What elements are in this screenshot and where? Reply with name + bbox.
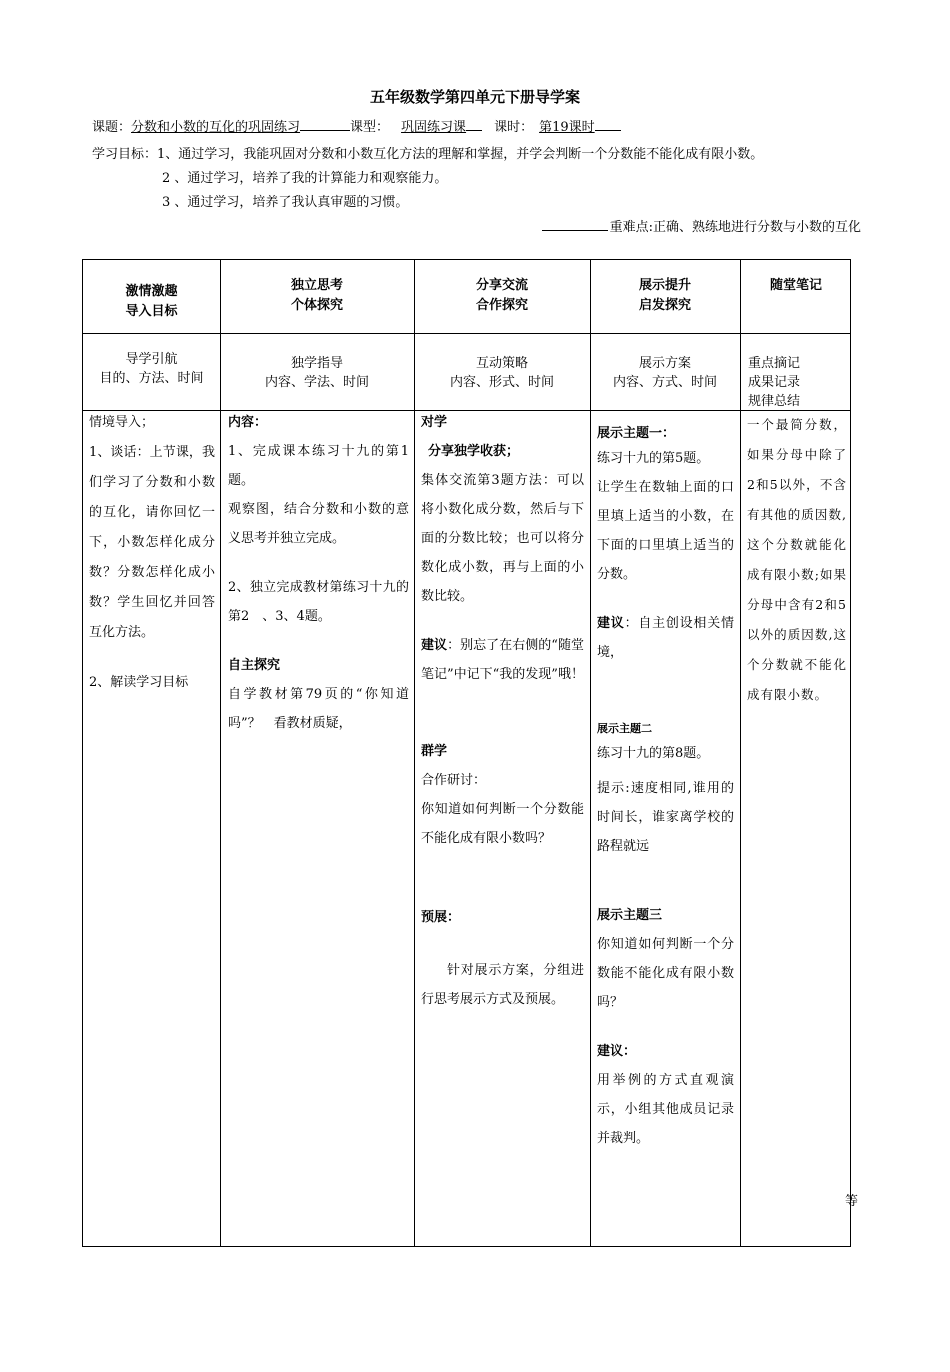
header-line: 合作探究 (475, 298, 528, 313)
topic-blank (300, 117, 350, 131)
pair-study-heading: 对学 (421, 415, 448, 430)
intro-goal-reading: 2、解读学习目标 (89, 675, 189, 690)
col-divider (740, 260, 741, 1246)
header-col-4 (590, 276, 740, 316)
theme-3-heading: 展示主题三 (597, 908, 663, 923)
subheader-line: 目的、方法、时间 (99, 371, 204, 386)
theme-3-text: 用举例的方式直观演示，小组其他成员记录并裁判。 (597, 1073, 734, 1146)
key-point-text: 重难点:正确、熟练地进行分数与小数的互化 (609, 220, 861, 235)
subheader-line: 规律总结 (748, 394, 801, 409)
header-col-5 (740, 276, 852, 296)
theme-2-exercise: 练习十九的第8题。 (597, 746, 710, 761)
suggestion-label: 建议 (421, 638, 448, 653)
goal-item-1: 1、通过学习，我能巩固对分数和小数互化方法的理解和掌握，并学会判断一个分数能不能化成有限小数。 (157, 147, 764, 162)
theme-2-heading: 展示主题二 (597, 722, 652, 735)
key-point-blank (542, 217, 608, 231)
suggestion-text: ：自主创设相关情境， (597, 616, 734, 660)
subheader-line: 重点摘记 (748, 356, 801, 371)
subheader-line: 展示方案 (638, 356, 691, 371)
header-line: 启发探究 (638, 298, 691, 313)
column-notes (747, 410, 847, 710)
preview-text: 针对展示方案，分组进行思考展示方式及预展。 (421, 963, 584, 1007)
subheader-line: 内容、形式、时间 (449, 375, 554, 390)
goal-line-1 (92, 143, 763, 162)
type-value: 巩固练习课 (401, 120, 467, 135)
self-explore-heading: 自主探究 (228, 658, 281, 673)
subheader-col-1 (83, 350, 220, 388)
intro-heading: 情境导入； (89, 415, 155, 430)
overflow-char: 等 (845, 1194, 859, 1209)
share-text: 集体交流第3题方法：可以将小数化成分数，然后与下面的分数比较；也可以将分数化成小数，再与上面的小数比较。 (421, 473, 584, 604)
notes-rule: 一个最简分数，如果分母中除了2和5以外，不含有其他的质因数,这个分数就能化成有限小数;如果分母中含有2和5以外的质因数,这个分数就不能化成有限小数。 (747, 417, 847, 702)
suggestion-3-label: 建议： (597, 1044, 637, 1059)
lesson-meta (92, 116, 621, 135)
subheader-line: 内容、方式、时间 (612, 375, 717, 390)
lesson-table (82, 259, 851, 1247)
header-line: 展示提升 (638, 278, 691, 293)
subheader-col-2 (220, 354, 414, 392)
col-divider (590, 260, 591, 1246)
theme-1-heading: 展示主题一： (597, 426, 676, 441)
goal-item-2: 2 、通过学习，培养了我的计算能力和观察能力。 (162, 171, 448, 186)
topic-label: 课题： (92, 120, 132, 135)
content-heading: 内容： (228, 415, 268, 430)
share-heading: 分享独学收获； (428, 444, 520, 459)
subheader-line: 独学指导 (290, 356, 343, 371)
theme-2-hint: 提示:速度相同,谁用的时间长，谁家离学校的路程就远 (597, 781, 734, 854)
header-col-1 (83, 282, 220, 322)
column-intro (89, 408, 215, 698)
subheader-line: 内容、学法、时间 (264, 375, 369, 390)
theme-1-exercise: 练习十九的第5题。 (597, 451, 710, 466)
header-col-2 (220, 276, 414, 316)
theme-1-text: 让学生在数轴上面的口里填上适当的小数，在下面的口里填上适当的分数。 (597, 480, 734, 582)
period-blank (595, 117, 621, 131)
header-col-3 (414, 276, 590, 316)
group-study-heading: 群学 (421, 744, 448, 759)
header-line: 激情激趣 (125, 284, 178, 299)
header-line: 导入目标 (125, 304, 178, 319)
group-study-question: 你知道如何判断一个分数能不能化成有限小数吗？ (421, 802, 584, 846)
period-value: 第19课时 (539, 120, 595, 135)
suggestion-1 (421, 631, 584, 689)
subheader-line: 导学引航 (125, 352, 178, 367)
period-label: 课时： (494, 120, 534, 135)
page-title: 五年级数学第四单元下册导学案 (369, 88, 580, 106)
type-blank (466, 117, 482, 131)
suggestion-label: 建议 (597, 616, 625, 631)
type-label: 课型： (350, 120, 390, 135)
key-point (542, 216, 861, 235)
goals-label: 学习目标： (92, 147, 158, 162)
task-2: 2、独立完成教材第练习十九的第2 、3、4题。 (228, 580, 409, 624)
task-1: 1、完成课本练习十九的第1题。 (228, 444, 409, 488)
theme-3-question: 你知道如何判断一个分数能不能化成有限小数吗？ (597, 937, 734, 1010)
header-line: 分享交流 (475, 278, 528, 293)
subheader-col-3 (414, 354, 590, 392)
subheader-col-5 (748, 354, 848, 411)
preview-heading: 预展： (421, 910, 461, 925)
goal-item-3: 3 、通过学习，培养了我认真审题的习惯。 (162, 195, 409, 210)
row-divider (83, 333, 850, 334)
header-line: 随堂笔记 (769, 278, 822, 293)
col-divider (220, 260, 221, 1246)
subheader-line: 成果记录 (748, 375, 801, 390)
column-self-study (228, 408, 409, 738)
subheader-line: 互动策略 (475, 356, 528, 371)
self-explore-text: 自学教材第79页的“你知道吗”？ 看教材质疑， (228, 687, 409, 731)
col-divider (414, 260, 415, 1246)
column-sharing (421, 408, 584, 1014)
task-1-note: 观察图，结合分数和小数的意义思考并独立完成。 (228, 502, 409, 546)
header-line: 独立思考 (290, 278, 343, 293)
column-presentation (597, 424, 734, 1153)
suggestion-text: ：别忘了在右侧的“随堂笔记”中记下“我的发现”哦！ (421, 638, 584, 682)
subheader-col-4 (590, 354, 740, 392)
topic-value: 分数和小数的互化的巩固练习 (131, 120, 301, 135)
header-line: 个体探究 (290, 298, 343, 313)
group-study-label: 合作研讨： (421, 773, 487, 788)
intro-text: 1、谈话：上节课，我们学习了分数和小数的互化，请你回忆一下，小数怎样化成分数？分数怎样化成小数？学生回忆并回答互化方法。 (89, 445, 215, 640)
suggestion-2 (597, 609, 734, 667)
